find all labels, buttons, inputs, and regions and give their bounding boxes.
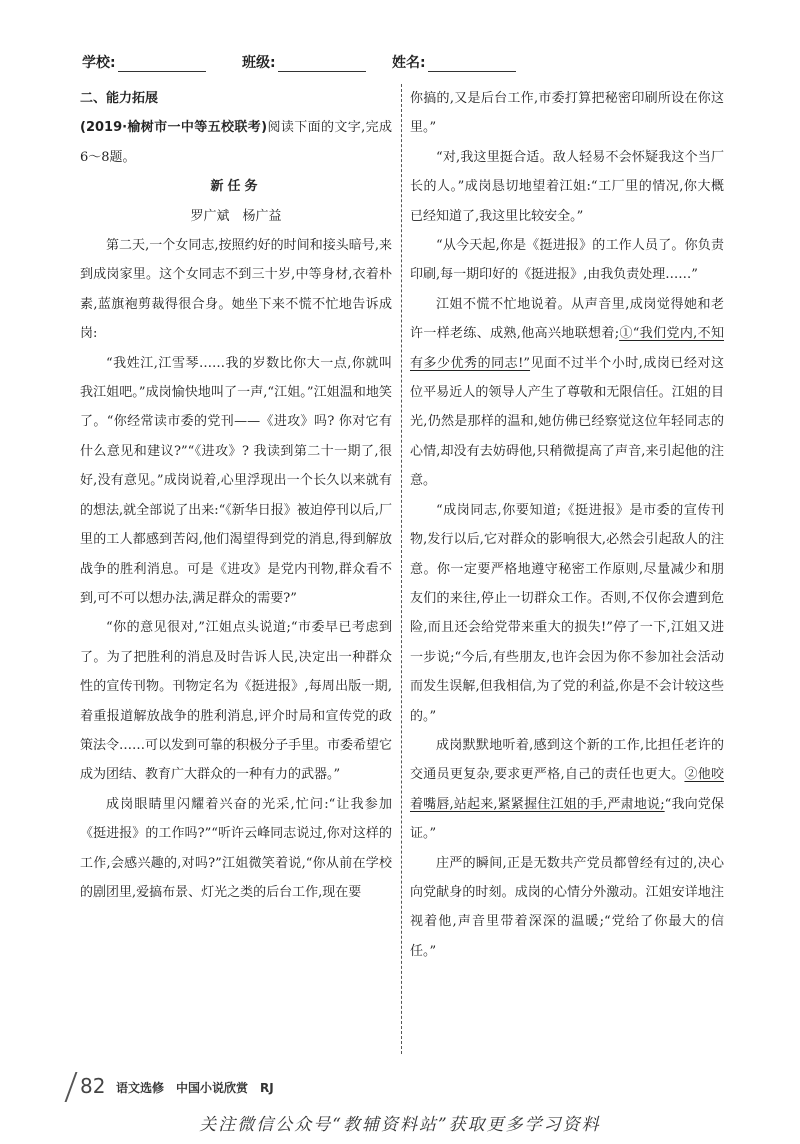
- school-blank: [118, 57, 206, 72]
- paragraph-with-marked-sentence-2: [410, 731, 724, 849]
- school-label: 学校:: [82, 55, 116, 71]
- text-segment: 见面不过半个小时,成岗已经对这位平易近人的领导人产生了尊敬和无限信任。江姐的目光,仍然是那样的温和,她仿佛已经察觉这位年轻同志的心情,却没有去妨碍他,只稍微提高了声音,来引起他的注意。: [410, 355, 724, 489]
- paragraph: “从今天起,你是《挺进报》的工作人员了。你负责印刷,每一期印好的《挺进报》,由我负责处理……”: [410, 238, 724, 283]
- footer-slash: [65, 1072, 78, 1102]
- name-blank: [428, 57, 516, 72]
- paragraph: 第二天,一个女同志,按照约好的时间和接头暗号,来到成岗家里。这个女同志不到三十岁,中等身材,衣着朴素,蓝旗袍剪裁得很合身。她坐下来不慌不忙地告诉成岗:: [80, 238, 392, 342]
- underlined-sentence-1: ①“我们党内,不知有多少优秀的同志!”: [410, 326, 725, 371]
- watermark-text: 关注微信公众号“教辅资料站”获取更多学习资料: [199, 1115, 601, 1135]
- question-intro: [80, 113, 392, 172]
- underlined-sentence-2: ②他咬着嘴唇,站起来,紧紧握住江姐的手,严肃地说;: [410, 767, 724, 812]
- section-title: 二、能力拓展: [80, 91, 159, 106]
- paragraph-with-marked-sentence-1: [410, 290, 724, 496]
- source-label: (2019·榆树市一中等五校联考): [80, 120, 268, 136]
- page-number: 82: [80, 1074, 106, 1098]
- column-divider: [401, 84, 402, 1054]
- article-authors: 罗广斌 杨广益: [190, 208, 282, 224]
- paragraph: “对,我这里挺合适。敌人轻易不会怀疑我这个当厂长的人。”成岗恳切地望着江姐:“工厂里的情况,你大概已经知道了,我这里比较安全。”: [410, 149, 724, 224]
- student-info-header: [82, 52, 722, 76]
- instruction-text: 阅读下面的文字,完成6～8题。: [80, 120, 392, 165]
- article-title: 新任务: [210, 179, 262, 195]
- book-info: 语文选修 中国小说欣赏 RJ: [116, 1081, 274, 1095]
- paragraph: “成岗同志,你要知道;《挺进报》是市委的宣传刊物,发行以后,它对群众的影响很大,必然会引起敌人的注意。你一定要严格地遵守秘密工作原则,尽量减少和朋友们的来往,停止一切群众工作。否则,不仅你会遭到危险,而且还会给党带来重大的损失!”停了一下,江姐又进一步说;“今后,有些朋友,也许会因为你不参加社会活动而发生误解,但我相信,为了党的利益,你是不会计较这些的。”: [410, 502, 724, 724]
- school-field: [82, 52, 206, 72]
- name-label: 姓名:: [392, 55, 426, 71]
- paragraph: “你的意见很对,”江姐点头说道;“市委早已考虑到了。为了把胜利的消息及时告诉人民,决定出一种群众性的宣传刊物。刊物定名为《挺进报》,每周出版一期,着重报道解放战争的胜利消息,评介时局和宣传党的政策法令……可以发到可靠的积极分子手里。市委希望它成为团结、教育广大群众的一种有力的武器。”: [80, 620, 393, 783]
- name-field: [392, 52, 516, 72]
- text-segment: 江姐不慌不忙地说着。从声音里,成岗觉得她和老许一样老练、成熟,他高兴地联想着;: [410, 296, 724, 342]
- paragraph: 成岗眼睛里闪耀着兴奋的光采,忙问:“让我参加《挺进报》的工作吗?”“听许云峰同志说过,你对这样的工作,会感兴趣的,对吗?”江姐微笑着说,“你从前在学校的剧团里,爱搞布景、灯光之类的后台工作,现在要: [80, 796, 392, 900]
- paragraph: 庄严的瞬间,正是无数共产党员都曾经有过的,决心向党献身的时刻。成岗的心情分外激动。江姐安详地注视着他,声音里带着深深的温暖;“党给了你最大的信任。”: [410, 855, 724, 959]
- paragraph: 你搞的,又是后台工作,市委打算把秘密印刷所设在你这里。”: [410, 91, 724, 136]
- class-label: 班级:: [242, 55, 276, 71]
- page-footer: [70, 1072, 370, 1102]
- text-segment: “我向党保证。”: [410, 796, 725, 842]
- right-column: [410, 84, 724, 966]
- paragraph: “我姓江,江雪琴……我的岁数比你大一点,你就叫我江姐吧。”成岗愉快地叫了一声,“江姐。”江姐温和地笑了。“你经常读市委的党刊——《进攻》吗? 你对它有什么意见和建议?”“《进攻》? 我读到第二十一期了,很好,没有意见。”成岗说着,心里浮现出一个长久以来就有的想法,就全部说了出来:“《新华日报》被迫停刊以后,厂里的工人都感到苦闷,他们渴望得到党的消息,得到解放战争的胜利消息。可是《进攻》是党内刊物,群众看不到,可不可以想办法,满足群众的需要?”: [80, 355, 392, 606]
- class-field: [242, 52, 366, 72]
- text-segment: 成岗默默地听着,感到这个新的工作,比担任老许的交通员更复杂,要求更严格,自己的责任也更大。: [410, 737, 724, 783]
- left-column: [80, 84, 392, 907]
- class-blank: [278, 57, 366, 72]
